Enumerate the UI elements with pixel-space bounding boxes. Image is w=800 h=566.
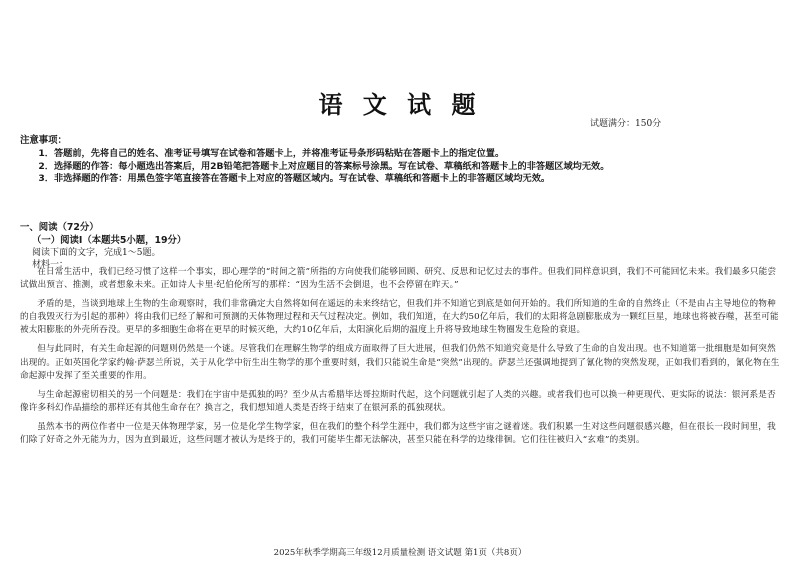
material-label: 材料一： [32, 260, 69, 270]
notice-list [20, 148, 782, 186]
notice-item: 1．答题前，先将自己的姓名、准考证号填写在试卷和答题卡上，并将准考证号条形码粘贴在答题卡上的指定位置。 [38, 148, 505, 159]
passage-paragraph: 但与此同时，有关生命起源的问题则仍然是一个谜。尽管我们在理解生物学的组成方面取得了巨大进展，但我们仍然不知道究竟是什么导致了生命的自发出现。也不知道第一批细胞是如何突然出现的。正如英国化学家约翰·萨瑟兰所说，关于从化学中衍生出生物学的那个重要时刻，我们只能说生命是“突然”出现的。萨瑟兰还强调地提到了氰化物的突然发现，正如我们看到的，氰化物在生命起源中发挥了至关重要的作用。 [20, 344, 780, 381]
passage-paragraph: 矛盾的是，当谈到地球上生物的生命观察时，我们非常确定大自然将如何在遥远的未来终结它，但我们并不知道它到底是如何开始的。我们所知道的生命的自然终止（不是由占主导地位的物种的自我毁灭行为引起的那种）将由我们已经了解和可预测的天体物理过程和天气过程决定。例如，我们知道，在大约50亿年后，我们的太阳将急剧膨胀成为一颗红巨星，地球也将被吞噬，甚至可能被太阳膨胀的外壳所吞没。更早的多细胞生命将在更早的时候灭绝，大约10亿年后，太阳演化后期的温度上升将导致地球生物圈发生危险的衰退。 [20, 299, 779, 336]
passage-paragraph: 在日常生活中，我们已经习惯了这样一个事实，即心理学的“时间之箭”所指的方向使我们能够回顾、研究、反思和记忆过去的事件。但我们同样意识到，我们不可能回忆未来。我们最多只能尝试做出预言、推测，或者想象未来。正如诗人卡里·纪伯伦所写的那样：“因为生活不会倒退，也不会停留在昨天。” [20, 267, 777, 291]
notice-item: 3．非选择题的作答：用黑色签字笔直接答在答题卡上对应的答题区域内。写在试卷、草稿纸和答题卡上的非答题区域均无效。 [38, 173, 551, 185]
passage [20, 266, 782, 447]
reading-instruction: 阅读下面的文字，完成1～5题。 [32, 248, 161, 258]
subsection-heading: （一）阅读Ⅰ（本题共5小题，19分） [32, 235, 187, 246]
notice-heading: 注意事项： [20, 135, 67, 146]
page-footer: 2025年秋季学期高三年级12月质量检测 语文试题 第1页（共8页） [273, 548, 527, 558]
passage-paragraph: 与生命起源密切相关的另一个问题是：我们在宇宙中是孤独的吗？至少从古希腊毕达哥拉斯时代起，这个问题就引起了人类的兴趣。或者我们也可以换一种更现代、更实际的说法：银河系是否像许多科幻作品描绘的那样还有其他生命存在？换言之，我们想知道人类是否终于结束了在银河系的孤独现状。 [20, 389, 776, 413]
notice-item: 2．选择题的作答：每小题选出答案后，用2B铅笔把答题卡上对应题目的答案标号涂黑。写在试卷、草稿纸和答题卡上的非答题区域均无效。 [38, 160, 610, 172]
section-heading: 一、阅读（72分） [20, 222, 99, 233]
passage-paragraph: 虽然本书的两位作者中一位是天体物理学家，另一位是化学生物学家，但在我们的整个科学生涯中，我们都为这些宇宙之谜着迷。我们积累一生对这些问题很感兴趣，但在很长一段时间里，我们除了好奇之外无能为力，因为直到最近，这些问题才被认为是终于的，我们可能毕生都无法解决，甚至只能在科学的边缘徘徊。它们往往被归入“玄难”的类别。 [20, 421, 776, 446]
page-title: 语 文 试 题 [318, 91, 482, 119]
score-label: 试题满分：150分 [590, 119, 662, 129]
